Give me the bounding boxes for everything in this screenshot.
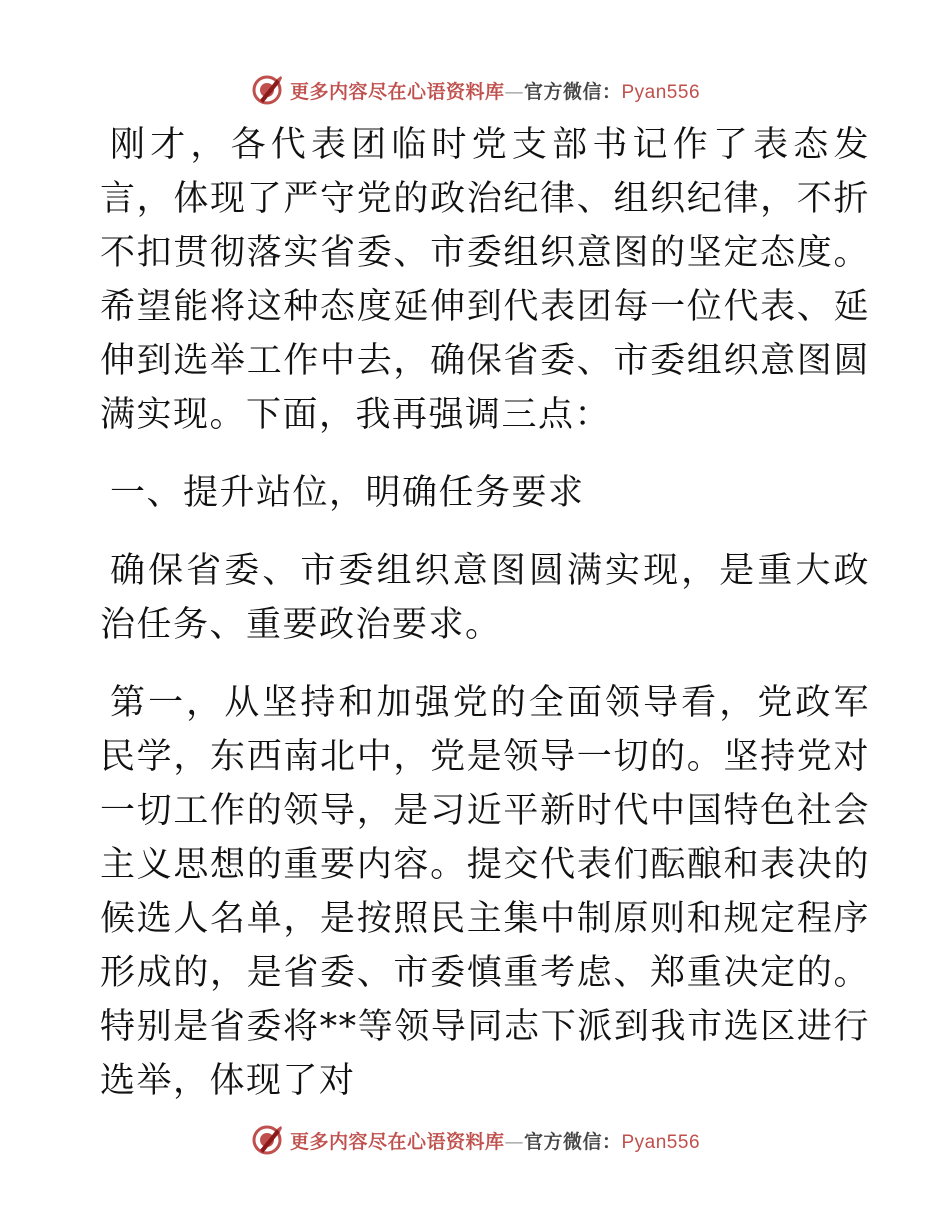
pen-logo-icon <box>250 1123 284 1157</box>
watermark-wechat-id: Pyan556 <box>621 81 701 103</box>
watermark-brand: 更多内容尽在心语资料库 <box>289 1130 505 1153</box>
watermark-label: 官方微信： <box>523 1130 622 1153</box>
watermark-banner-top <box>0 70 950 110</box>
pen-logo-icon <box>250 73 284 107</box>
watermark-wechat-id: Pyan556 <box>621 1131 701 1153</box>
paragraph-task: 确保省委、市委组织意图圆满实现，是重大政治任务、重要政治要求。 <box>100 551 870 645</box>
watermark-dash: — <box>504 1130 524 1153</box>
paragraph-first-point: 第一，从坚持和加强党的全面领导看，党政军民学，东西南北中，党是领导一切的。坚持党对一切工作的领导，是习近平新时代中国特色社会主义思想的重要内容。提交代表们酝酿和表决的候选人名单，是按照民主集中制原则和规定程序形成的，是省委、市委慎重考虑、郑重决定的。特别是省委将**等领导同志下派到我市选区进行选举，体现了对 <box>100 683 870 1101</box>
watermark-text <box>290 1127 700 1154</box>
section-heading-1: 一、提升站位，明确任务要求 <box>110 473 585 513</box>
watermark-label: 官方微信： <box>523 80 622 103</box>
watermark-text <box>290 77 700 104</box>
watermark-banner-bottom <box>0 1120 950 1160</box>
paragraph-intro: 刚才，各代表团临时党支部书记作了表态发言，体现了严守党的政治纪律、组织纪律，不折不扣贯彻落实省委、市委组织意图的坚定态度。希望能将这种态度延伸到代表团每一位代表、延伸到选举工作中去，确保省委、市委组织意图圆满实现。下面，我再强调三点： <box>100 125 870 435</box>
document-body <box>100 118 870 1108</box>
watermark-dash: — <box>504 80 524 103</box>
watermark-brand: 更多内容尽在心语资料库 <box>289 80 505 103</box>
